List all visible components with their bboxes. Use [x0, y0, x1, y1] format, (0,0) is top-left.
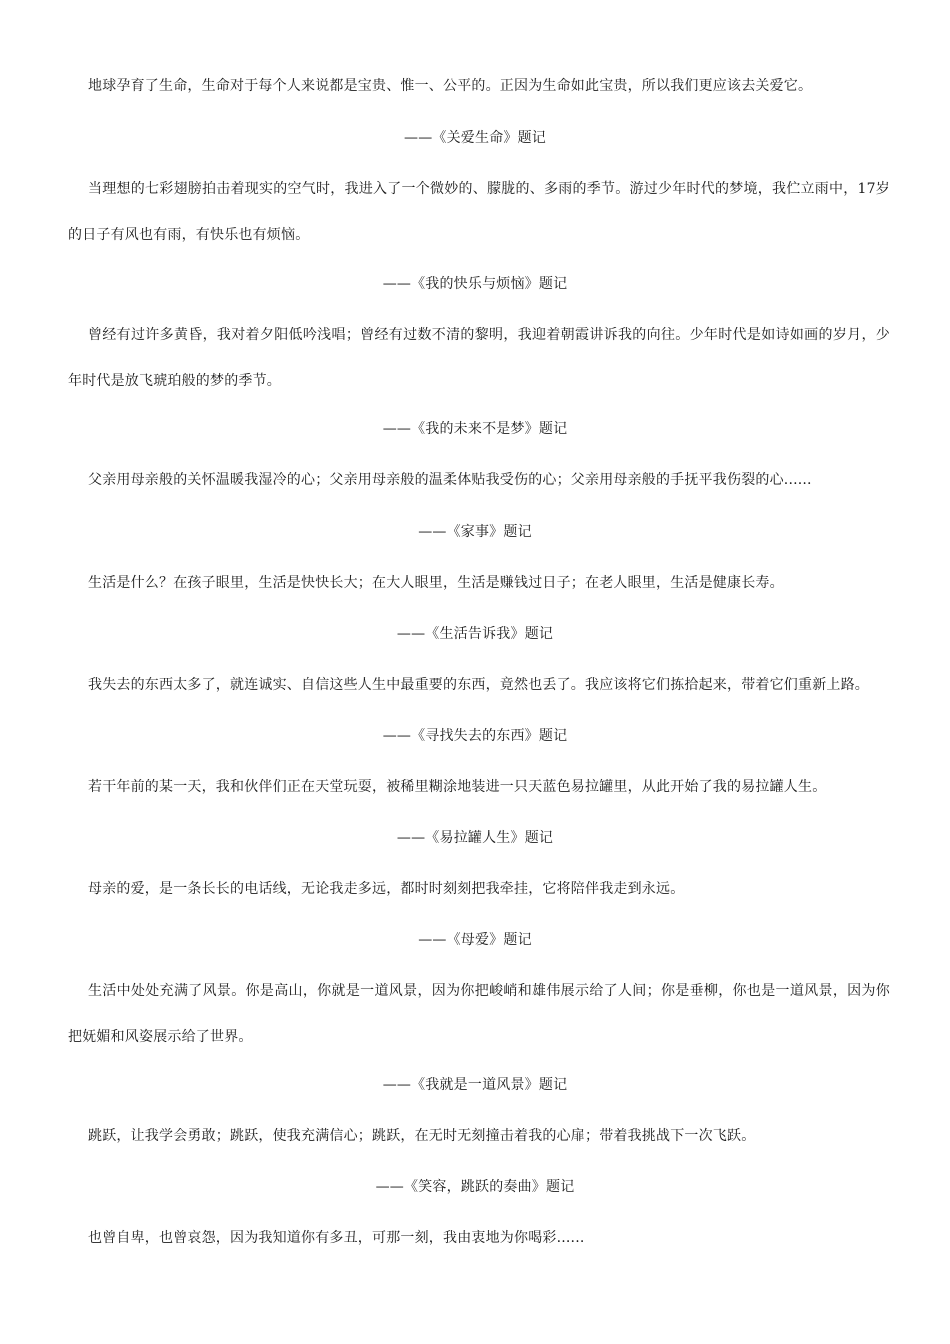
- epigraph-signature-5: ——《生活告诉我》题记: [396, 626, 554, 642]
- paragraph-3: 曾经有过许多黄昏，我对着夕阳低吟浅唱；曾经有过数不清的黎明，我迎着朝霞讲诉我的向往。少年时代是如诗如画的岁月，少年时代是放飞琥珀般的梦的季节。: [68, 327, 890, 389]
- paragraph-8: 母亲的爱，是一条长长的电话线，无论我走多远，都时时刻刻把我牵挂，它将陪伴我走到永远。: [88, 881, 685, 897]
- epigraph-signature-1: ——《关爱生命》题记: [404, 130, 546, 146]
- epigraph-signature-2: ——《我的快乐与烦恼》题记: [382, 276, 568, 292]
- paragraph-9: 生活中处处充满了风景。你是高山，你就是一道风景，因为你把峻峭和雄伟展示给了人间；你是垂柳，你也是一道风景，因为你把妩媚和风姿展示给了世界。: [68, 983, 890, 1045]
- paragraph-2: 当理想的七彩翅膀拍击着现实的空气时，我进入了一个微妙的、朦胧的、多雨的季节。游过少年时代的梦境，我伫立雨中，17岁的日子有风也有雨，有快乐也有烦恼。: [68, 181, 890, 243]
- epigraph-signature-4: ——《家事》题记: [418, 524, 532, 540]
- epigraph-signature-9: ——《我就是一道风景》题记: [382, 1077, 568, 1093]
- paragraph-5: 生活是什么？在孩子眼里，生活是快快长大；在大人眼里，生活是赚钱过日子；在老人眼里，生活是健康长寿。: [88, 575, 784, 591]
- paragraph-10: 跳跃，让我学会勇敢；跳跃，使我充满信心；跳跃，在无时无刻撞击着我的心扉；带着我挑战下一次飞跃。: [88, 1128, 756, 1144]
- epigraph-signature-8: ——《母爱》题记: [418, 932, 532, 948]
- paragraph-4: 父亲用母亲般的关怀温暖我湿冷的心；父亲用母亲般的温柔体贴我受伤的心；父亲用母亲般的手抚平我伤裂的心......: [88, 472, 812, 488]
- paragraph-6: 我失去的东西太多了，就连诚实、自信这些人生中最重要的东西，竟然也丢了。我应该将它们拣拾起来，带着它们重新上路。: [88, 677, 869, 693]
- epigraph-signature-10: ——《笑容，跳跃的奏曲》题记: [375, 1179, 575, 1195]
- paragraph-11: 也曾自卑，也曾哀怨，因为我知道你有多丑，可那一刻，我由衷地为你喝彩......: [88, 1230, 585, 1246]
- epigraph-signature-7: ——《易拉罐人生》题记: [396, 830, 554, 846]
- paragraph-7: 若干年前的某一天，我和伙伴们正在天堂玩耍，被稀里糊涂地装进一只天蓝色易拉罐里，从此开始了我的易拉罐人生。: [88, 779, 827, 795]
- epigraph-signature-6: ——《寻找失去的东西》题记: [382, 728, 568, 744]
- epigraph-signature-3: ——《我的未来不是梦》题记: [382, 421, 568, 437]
- paragraph-1: 地球孕育了生命，生命对于每个人来说都是宝贵、惟一、公平的。正因为生命如此宝贵，所以我们更应该去关爱它。: [88, 78, 813, 94]
